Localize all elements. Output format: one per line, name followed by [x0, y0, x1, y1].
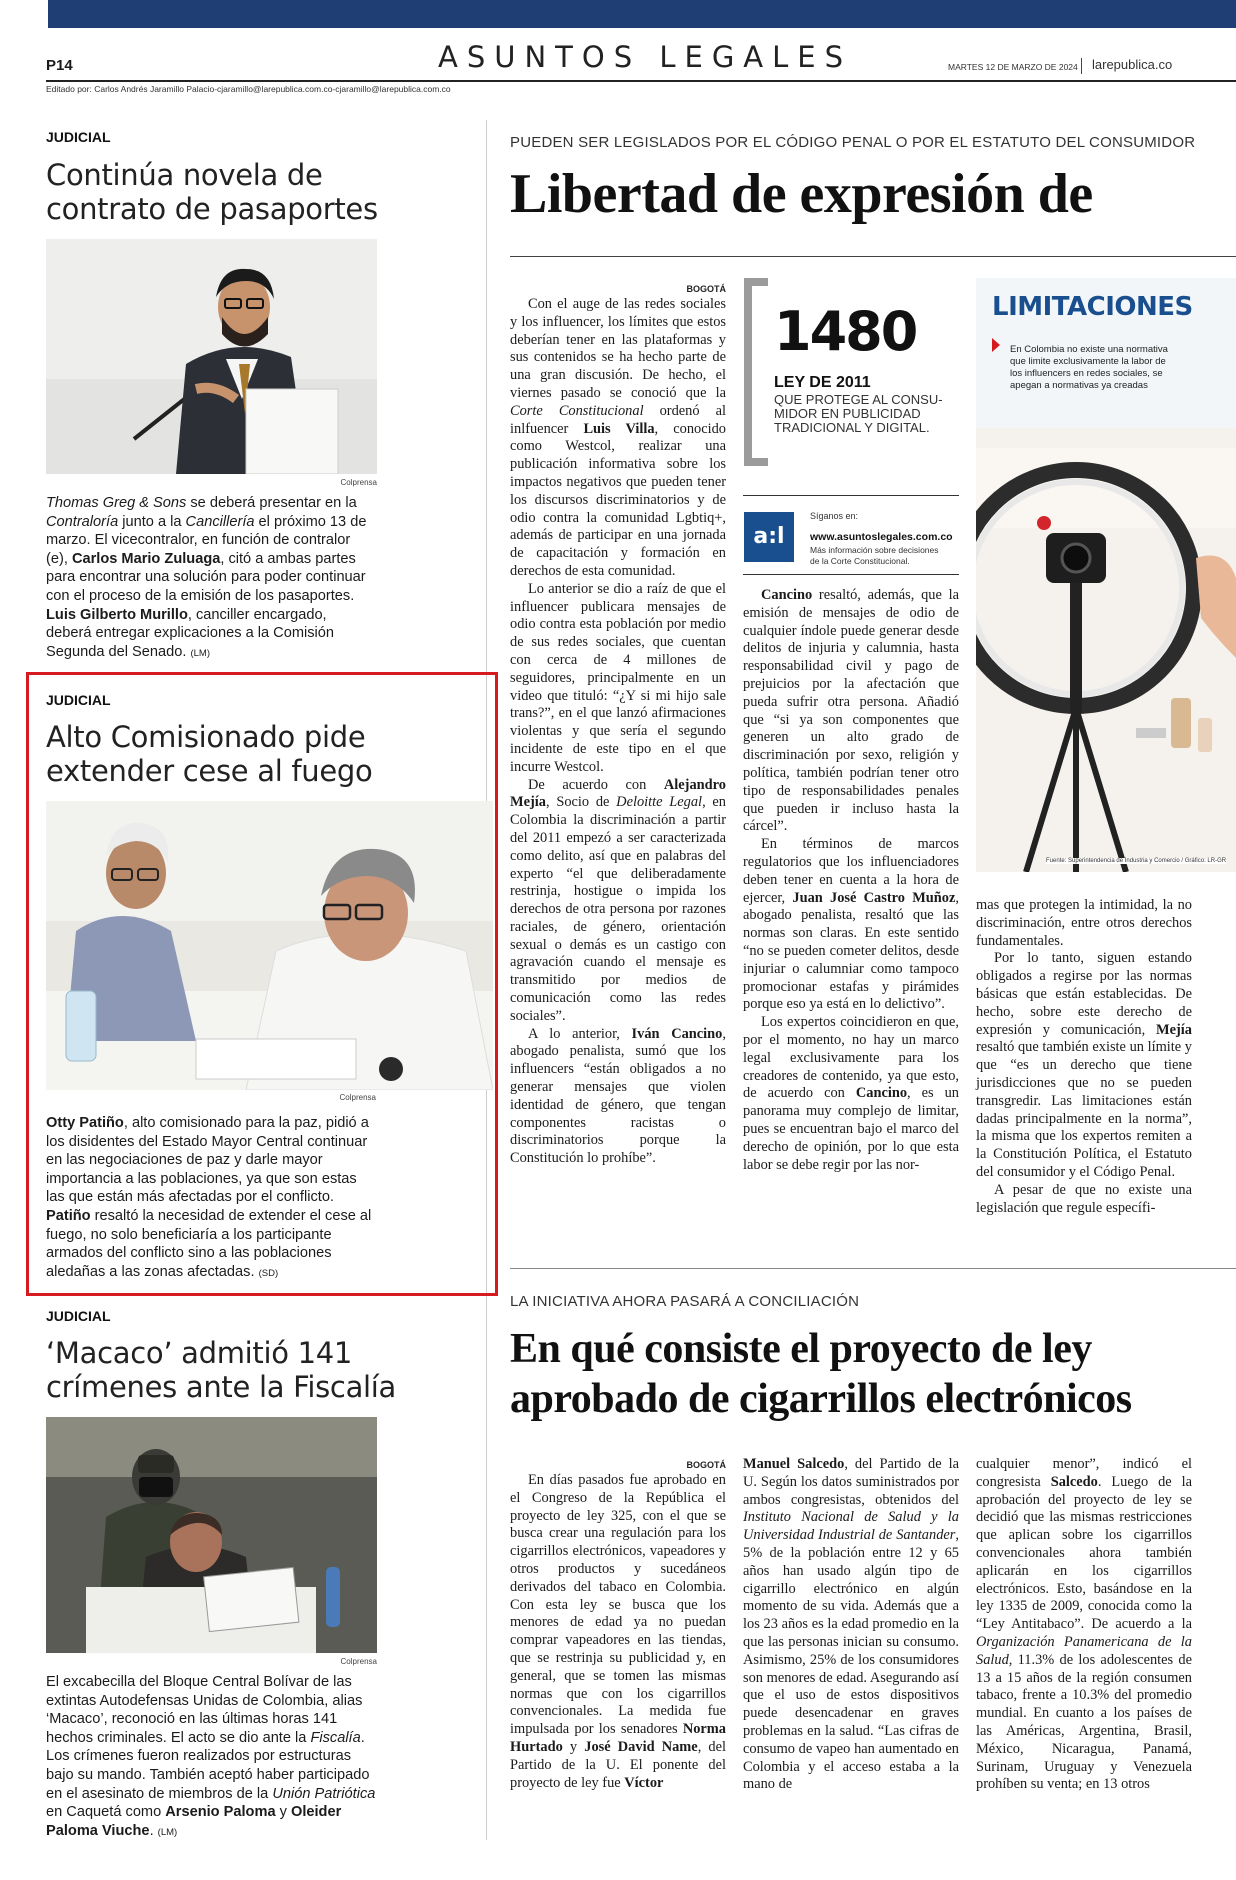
brief2-body — [46, 1114, 376, 1283]
main-col1-paragraph — [510, 1026, 726, 1168]
main-col2-run: Cancino — [855, 1085, 908, 1102]
main-col2-run: resaltó, además, que la emisión de mensajes de odio de cualquier índole puede generar desde delitos de injuria y calumnia, hasta responsabilidad civil y pago de prejuicios por la afectación que pueda sufrir otra persona. Añadió que “si ya son componentes que generen un alto grado de discriminación por sexo, religión y política, también podrían tener otro tipo de responsabilidades penales que pueden ir incluso hasta la cárcel”. — [743, 587, 959, 835]
second-column-2 — [743, 1456, 959, 1794]
brief1-run: , canciller encargado, deberá entregar explicaciones a la Comisión Segunda del Senado. — [46, 606, 334, 660]
main-col1-run: Lo anterior se dio a raíz de que el influencer publicara mensajes de odio contra esta población por medio de sus redes sociales, que cuentan con cerca de 4 millones de seguidores, principalmente en un video que tituló: “¿Y si mi hijo sale trans?”, en el que lanzó afirmaciones violentas y que sería el segundo incidente de este tipo en el que incurre Westcol. — [510, 580, 726, 775]
main-col1-run: Corte Constitucional — [510, 402, 644, 419]
main-col2-paragraph — [743, 587, 959, 836]
brief3-run: en Caquetá como — [46, 1804, 166, 1821]
brief3-photo-credit: Colprensa — [340, 1657, 377, 1666]
limitations-title: LIMITACIONES — [992, 292, 1193, 322]
main-col2-paragraph — [743, 836, 959, 1014]
stat-label: LEY DE 2011 — [774, 374, 871, 391]
second-col2-run: Manuel Salcedo — [743, 1456, 845, 1472]
limitations-text-line1: En Colombia no existe una normativa — [1010, 344, 1168, 355]
main-col1-run: De acuerdo con — [528, 776, 664, 793]
site-name: larepublica.co — [1092, 57, 1173, 72]
brief3-category: JUDICIAL — [46, 1308, 111, 1324]
issue-date: MARTES 12 DE MARZO DE 2024 — [948, 62, 1078, 72]
stat-desc-line2: MIDOR EN PUBLICIDAD — [774, 406, 921, 421]
brief2-headline-line1: Alto Comisionado pide — [46, 720, 366, 754]
second-col2-paragraph — [743, 1456, 959, 1794]
second-col2-run: , del Partido de la U. Según los datos suministrados por ambos congresistas, obtenidos del — [743, 1456, 959, 1508]
second-column-3 — [976, 1456, 1192, 1794]
main-col3-run: resaltó que también existe un límite y que “es un derecho que tiene jurisdicciones que no se pueden transgredir. Las limitaciones están dadas principalmente en la norma”, la misma que los expertos remiten a la Constitución Política, el Estatuto del consumidor y el Código Penal. — [976, 1039, 1192, 1180]
main-kicker: PUEDEN SER LEGISLADOS POR EL CÓDIGO PENAL O POR EL ESTATUTO DEL CONSUMIDOR — [510, 134, 1196, 151]
main-col1-run: Deloitte Legal — [616, 794, 703, 811]
brief1-run: , citó a ambas partes para encontrar una solución para poder continuar con el proceso de la emisión de los pasaportes. — [46, 550, 366, 604]
second-col1-paragraph — [510, 1472, 726, 1792]
brief1-run: Luis Gilberto Murillo — [46, 606, 188, 623]
main-col1-run: Iván Cancino — [631, 1025, 723, 1042]
brief3-run: Unión Patriótica — [272, 1785, 376, 1802]
stat-desc-line1: QUE PROTEGE AL CONSU- — [774, 392, 943, 407]
main-col3-run: mas que protegen la intimidad, la no discriminación, entre otros derechos fundamentales. — [976, 897, 1192, 949]
main-col2-run: Los expertos coincidieron en que, por el momento, no hay un marco legal exclusivamente para los creadores de contenido, ya que esto, de acuerdo con — [743, 1014, 959, 1102]
section-title: ASUNTOS LEGALES — [438, 40, 853, 74]
brief3-headline-line1: ‘Macaco’ admitió 141 — [46, 1336, 353, 1370]
main-col2-run: , es un panorama muy complejo de limitar, pues se encuentran bajo el marco del derecho de opinión, por lo que esta labor se debe regir por las nor- — [743, 1085, 959, 1173]
main-column-3 — [976, 897, 1192, 1217]
brief2-category: JUDICIAL — [46, 692, 111, 708]
second-headline — [510, 1324, 1236, 1424]
follow-note-line2: de la Corte Constitucional. — [810, 556, 910, 566]
second-col3-run: cualquier menor”, indicó el congresista — [976, 1456, 1192, 1490]
brief3-run: . Los crímenes fueron realizados por estructuras bajo su mando. También aceptó haber participado en el asesinato de miembros de la — [46, 1729, 370, 1802]
main-col1-run: , conocido como Westcol, realizar una publicación informativa sobre los impactos negativos que pueden tener los discursos discriminatorios y de odio contra la comunidad Lgbtiq+, además de participar en una jornada de capacitación y formación en derechos de esta comunidad. — [510, 420, 726, 579]
brief1-headline-line1: Continúa novela de — [46, 158, 323, 192]
brief3-photo — [46, 1417, 377, 1653]
stat-desc-line3: TRADICIONAL Y DIGITAL. — [774, 420, 930, 435]
limitations-infographic — [976, 278, 1236, 872]
main-col1-run: Luis Villa — [583, 420, 655, 437]
red-pointer-icon — [992, 338, 1000, 352]
brief3-run: El excabecilla del Bloque Central Bolívar de las extintas Autodefensas Unidas de Colombia, alias ‘Macaco’, reconoció en las últimas horas 141 hechos criminales. El acto se dio ante la — [46, 1674, 363, 1746]
brief1-run: el próximo 13 de marzo. El vicecontralor, en función de contralor (e), — [46, 513, 367, 567]
follow-rule-top — [743, 495, 959, 496]
second-col1-run: , del Partido de la U. El ponente del proyecto de ley fue — [510, 1738, 727, 1791]
second-col1-run: Víctor — [624, 1774, 664, 1791]
second-location: BOGOTÁ — [686, 1460, 726, 1470]
brief1-run: Contraloría — [46, 513, 119, 530]
editor-credit: Editado por: Carlos Andrés Jaramillo Palacio-cjaramillo@larepublica.com.co-cjaramillo@larepublica.com.co — [46, 84, 451, 94]
follow-note — [810, 545, 939, 567]
main-col1-paragraph — [510, 777, 726, 1026]
asuntos-legales-logo-icon: a:l — [744, 512, 794, 562]
limitations-text-line3: los influencers en redes sociales, se — [1010, 368, 1163, 379]
main-col1-run: , en Colombia la discriminación a partir del 2011 empezó a ser caracterizada como delito, así que en palabras del experto “el que deliberadamente restrinja, hostigue o impida los derechos de otra persona por razones raciales, de género, orientación sexual o demás es un castigo con agravación cuando el mensaje es transmitido por medios de comunicación como las redes sociales”. — [510, 794, 726, 1024]
main-location: BOGOTÁ — [686, 284, 726, 294]
stat-number: 1480 — [774, 300, 917, 363]
brief1-run: (LM) — [190, 647, 210, 659]
second-col3-paragraph — [976, 1456, 1192, 1794]
main-col3-run: A pesar de que no existe una legislación que regule específi- — [976, 1181, 1192, 1216]
brief1-run: junto a la — [118, 513, 186, 530]
brief2-run: (SD) — [258, 1267, 279, 1279]
brief1-headline — [46, 158, 466, 226]
follow-rule-bottom — [743, 574, 959, 575]
stat-description — [774, 393, 943, 435]
second-col3-run: Organización Panamericana de la Salud — [976, 1633, 1192, 1668]
follow-note-line1: Más información sobre decisiones — [810, 545, 939, 555]
main-col1-paragraph — [510, 296, 726, 581]
section-rule — [510, 1268, 1236, 1269]
brief3-run: (LM) — [157, 1826, 178, 1838]
brief3-run: Arsenio Paloma — [165, 1804, 276, 1821]
main-column-1 — [510, 296, 726, 1168]
brief1-run: Cancillería — [185, 513, 255, 530]
header-divider — [1081, 58, 1082, 74]
main-col2-run: Cancino — [761, 587, 813, 603]
second-col1-run: José David Name — [584, 1738, 698, 1755]
brief2-run: Patiño — [46, 1207, 91, 1224]
main-headline: Libertad de expresión de — [510, 163, 1093, 225]
main-col1-run: , abogado penalista, sumó que los influencers “están obligados a no generar mensajes que violen identidad de género, que tengan componentes racistas o discriminatorios porque la Constitución lo prohíbe”. — [510, 1025, 726, 1167]
second-col1-run: En días pasados fue aprobado en el Congreso de la República el proyecto de ley 325, con el que se busca crear una regulación para los cigarrillos electrónicos, vapeadores y otros productos y sucedáneos derivados del tabaco en Colombia. Con esta ley se busca que los menores de edad ya no puedan comprar vapeadores en las tiendas, que se restrinja su publicidad y, en general, que se tomen las mismas normas que con los cigarrillos convencionales. La medida fue impulsada por los senadores — [510, 1472, 726, 1738]
main-col1-paragraph — [510, 581, 726, 777]
main-headline-rule — [510, 256, 1236, 257]
main-col3-paragraph — [976, 950, 1192, 1181]
second-col3-run: . Luego de la aprobación del proyecto de ley se decidió que las mismas restricciones que aplican sobre los cigarrillos convencionales ahora también aplicarán en los cigarrillos electrónicos. Esto, basándose en la ley 1335 de 2009, conocida como la “Ley Antitabaco”. De acuerdo a la — [976, 1473, 1193, 1633]
limitations-text-line4: apegan a normativas ya creadas — [1010, 380, 1148, 391]
main-column-2 — [743, 587, 959, 1174]
brief2-photo — [46, 801, 493, 1090]
main-col3-paragraph — [976, 1182, 1192, 1218]
brief3-headline-line2: crímenes ante la Fiscalía — [46, 1370, 397, 1404]
brief1-run: se deberá presentar en la — [186, 495, 357, 511]
brief1-photo-credit: Colprensa — [340, 478, 377, 487]
brief2-headline-line2: extender cese al fuego — [46, 754, 373, 788]
main-col3-paragraph — [976, 897, 1192, 950]
brief3-run: . — [149, 1822, 158, 1839]
limitations-text — [1010, 344, 1168, 392]
second-col2-run: Instituto Nacional de Salud y la Universidad Industrial de Santander — [743, 1509, 959, 1544]
second-column-1 — [510, 1472, 726, 1792]
second-col2-run: , 5% de la población entre 12 y 65 años han usado algún tipo de cigarrillo electrónico en algún momento de su vida. Además que a los 23 años es la edad promedio en la que las personas inician su consumo. Asimismo, 25% de los consumidores son menores de edad. Asegurando así que el uso de estos dispositivos puede desencadenar en graves problemas en la salud. “Las cifras de consumo de vapeo han aumentado en Colombia y el acceso estaba a la mano de — [743, 1527, 959, 1793]
main-col3-run: Mejía — [1156, 1021, 1192, 1038]
main-col1-run: Con el auge de las redes sociales y los influencer, los límites que estos deberían tener en las plataformas y sus contenidos se ha hecho parte de una gran discusión. De hecho, el viernes pasado se conoció que la — [510, 296, 726, 401]
brief2-run: resaltó la necesidad de extender el cese al fuego, no solo beneficiaría a los participante armados del conflicto sino a las poblaciones aledañas a las zonas afectadas. — [46, 1207, 372, 1280]
main-col1-run: A lo anterior, — [528, 1025, 632, 1042]
second-col1-run: y — [562, 1738, 585, 1755]
brief1-category: JUDICIAL — [46, 129, 111, 145]
brief1-headline-line2: contrato de pasaportes — [46, 192, 378, 226]
brief1-body — [46, 494, 376, 663]
second-headline-line1: En qué consiste el proyecto de ley — [510, 1326, 1092, 1372]
limitations-text-line2: que limite exclusivamente la labor de — [1010, 356, 1166, 367]
page-number: P14 — [46, 57, 73, 74]
brief1-run: Carlos Mario Zuluaga — [71, 550, 221, 567]
main-col1-run: , Socio de — [545, 794, 617, 811]
main-col1-run: ordenó al inlfuencer — [510, 402, 726, 437]
second-kicker: LA INICIATIVA AHORA PASARÁ A CONCILIACIÓN — [510, 1293, 860, 1310]
main-col1-run: Alejandro Mejía — [510, 776, 726, 811]
main-col2-run: , abogado penalista, resaltó que las normas son claras. En este sentido “no se pueden cometer delitos, desde injuriar o calumniar como tampoco promocionar estafas y pirámides porque eso ya está en lo delictivo”. — [743, 889, 959, 1013]
main-col2-run: Juan José Castro Muñoz — [792, 889, 956, 906]
brief2-run: Otty Patiño — [46, 1115, 124, 1131]
brief3-headline — [46, 1336, 486, 1404]
top-color-bar — [48, 0, 1236, 28]
infographic-source: Fuente: Superintendencia de Industria y Comercio / Gráfico: LR-GR — [1046, 858, 1227, 864]
stat-bracket — [744, 278, 768, 466]
brief2-run: , alto comisionado para la paz, pidió a los disidentes del Estado Mayor Central continuar en las negociaciones de paz y darle mayor importancia a las poblaciones, ya que son estas las que están más afectadas por el conflicto. — [46, 1115, 369, 1206]
brief2-headline — [46, 720, 486, 788]
brief3-run: Oleider Paloma Viuche — [46, 1804, 342, 1839]
main-col2-run: En términos de marcos regulatorios que los influenciadores deben tener en cuenta a la hora de ejercer, — [743, 836, 959, 906]
brief3-run: Fiscalía — [310, 1729, 361, 1746]
brief3-body — [46, 1673, 376, 1842]
second-col3-run: Salcedo — [1050, 1473, 1098, 1490]
second-col1-run: Norma Hurtado — [510, 1721, 726, 1755]
brief2-photo-credit: Colprensa — [339, 1093, 376, 1102]
second-col3-run: , 11.3% de los adolescentes de 13 a 15 años de la región consumen tabaco, frente a 10.3% del promedio mundial. En cuanto a los países de las Américas, Argentina, Brasil, México, Nicaragua, Panamá, Surinam, Uruguay y Venezuela prohíben su venta; en 13 otros — [976, 1651, 1192, 1793]
follow-label: Síganos en: — [810, 511, 859, 521]
main-col2-paragraph — [743, 1014, 959, 1174]
follow-url[interactable]: www.asuntoslegales.com.co — [810, 531, 953, 543]
main-col3-run: Por lo tanto, siguen estando obligados a regirse por las normas básicas que están establecidas. De hecho, sobre este derecho de expresión y comunicación, — [976, 950, 1192, 1038]
brief3-run: y — [275, 1804, 291, 1821]
brief1-photo — [46, 239, 377, 474]
header-rule — [46, 80, 1236, 82]
second-headline-line2: aprobado de cigarrillos electrónicos — [510, 1376, 1132, 1422]
brief1-run: Thomas Greg & Sons — [46, 495, 187, 511]
